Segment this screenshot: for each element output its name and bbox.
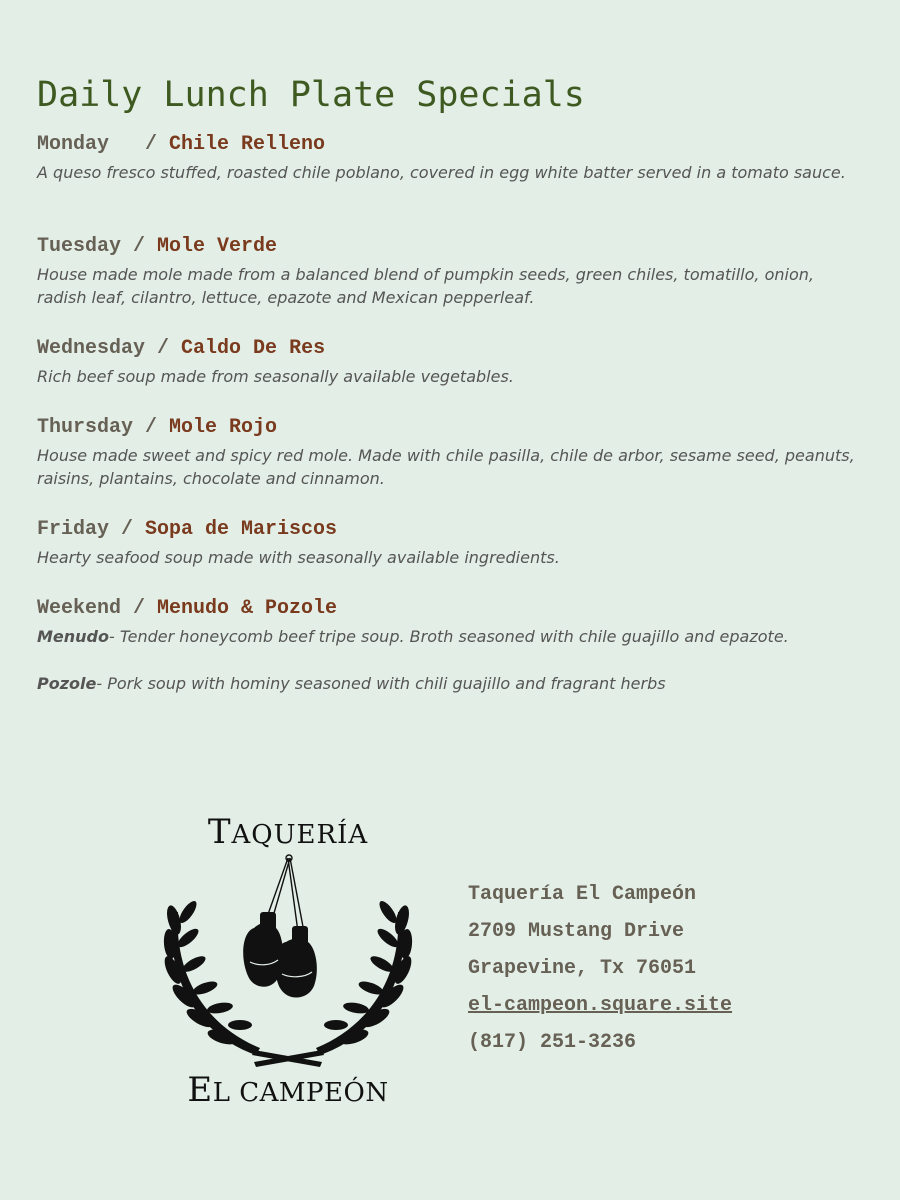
menudo-text: - Tender honeycomb beef tripe soup. Broth seasoned with chile guajillo and epazote. — [109, 627, 789, 646]
city-state-zip: Grapevine, Tx 76051 — [468, 957, 697, 980]
special-separator: / — [133, 133, 170, 156]
special-description: House made sweet and spicy red mole. Made with chile pasilla, chile de arbor, sesame seed, peanuts, raisins, plantains, chocolate and cinnamon. — [37, 446, 855, 488]
special-day: Weekend — [37, 597, 122, 620]
special-heading — [37, 597, 867, 621]
special-heading — [37, 235, 867, 259]
page-title: Daily Lunch Plate Specials — [37, 75, 585, 115]
special-description: Hearty seafood soup made with seasonally available ingredients. — [37, 548, 560, 567]
pozole-name: Pozole — [37, 674, 97, 693]
special-day: Monday — [37, 133, 134, 156]
logo-top-text: TAQUERÍA — [207, 812, 369, 852]
special-separator: / — [121, 597, 158, 620]
special-description: A queso fresco stuffed, roasted chile poblano, covered in egg white batter served in a tomato sauce. — [37, 163, 846, 182]
special-description — [37, 625, 867, 695]
special-description: Rich beef soup made from seasonally available vegetables. — [37, 367, 514, 386]
special-dish: Chile Relleno — [169, 133, 326, 156]
street-address: 2709 Mustang Drive — [468, 920, 685, 943]
special-day: Tuesday — [37, 235, 122, 258]
restaurant-logo — [158, 800, 418, 1120]
special-dish: Menudo & Pozole — [157, 597, 338, 620]
special-heading — [37, 416, 867, 440]
special-separator: / — [133, 416, 170, 439]
special-thursday — [37, 416, 867, 490]
special-tuesday — [37, 235, 867, 309]
special-dish: Mole Verde — [157, 235, 278, 258]
menudo-description — [37, 625, 867, 648]
special-description: House made mole made from a balanced blend of pumpkin seeds, green chiles, tomatillo, onion, radish leaf, cilantro, lettuce, epazote and Mexican pepperleaf. — [37, 265, 814, 307]
restaurant-name: Taquería El Campeón — [468, 883, 697, 906]
special-heading — [37, 133, 867, 157]
special-weekend — [37, 597, 867, 695]
pozole-text: - Pork soup with hominy seasoned with chili guajillo and fragrant herbs — [96, 674, 666, 693]
special-dish: Caldo De Res — [181, 337, 326, 360]
special-monday — [37, 133, 867, 184]
special-day: Wednesday — [37, 337, 146, 360]
special-wednesday — [37, 337, 867, 388]
laurel-boxing-gloves-icon — [158, 850, 418, 1070]
special-day: Thursday — [37, 416, 134, 439]
special-heading — [37, 518, 867, 542]
pozole-description — [37, 672, 867, 695]
logo-bottom-text: EL CAMPEÓN — [187, 1070, 389, 1110]
special-separator: / — [121, 235, 158, 258]
special-separator: / — [109, 518, 146, 541]
special-dish: Mole Rojo — [169, 416, 278, 439]
contact-info — [468, 876, 732, 1061]
special-day: Friday — [37, 518, 110, 541]
menudo-name: Menudo — [37, 627, 109, 646]
special-dish: Sopa de Mariscos — [145, 518, 338, 541]
special-heading — [37, 337, 867, 361]
website-link[interactable]: el-campeon.square.site — [468, 994, 733, 1017]
special-friday — [37, 518, 867, 569]
phone-number: (817) 251-3236 — [468, 1031, 637, 1054]
special-separator: / — [145, 337, 182, 360]
